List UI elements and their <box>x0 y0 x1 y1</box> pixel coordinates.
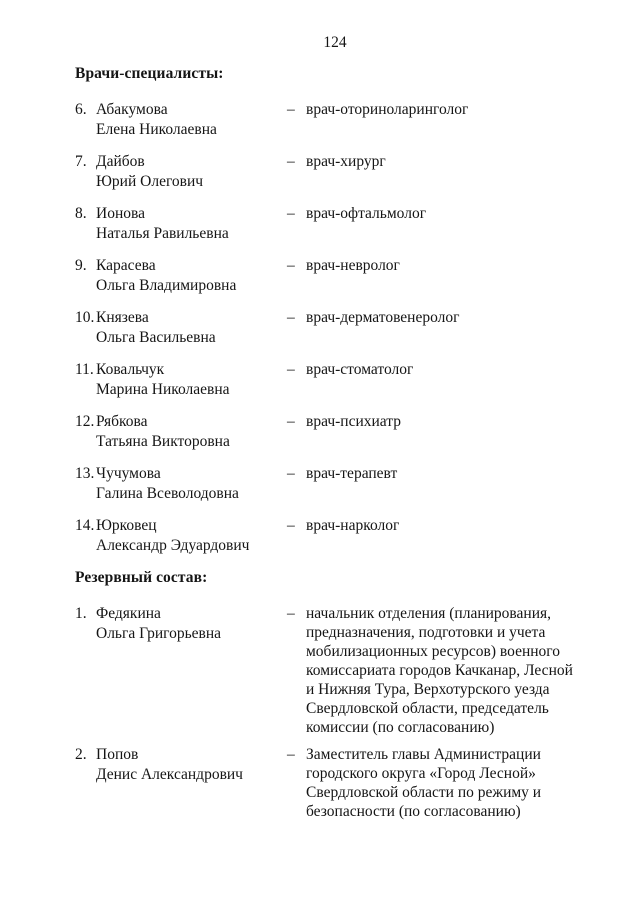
entry-surname: Князева <box>96 309 149 326</box>
dash-separator: – <box>287 465 295 482</box>
entry-name <box>96 308 287 348</box>
list-item <box>75 308 582 348</box>
entry-surname: Ковальчук <box>96 361 165 378</box>
entry-number: 7. <box>75 153 87 170</box>
list-item <box>75 412 582 452</box>
dash-separator: – <box>287 153 295 170</box>
list-item <box>75 745 582 821</box>
entry-given-names: Елена Николаевна <box>96 121 217 138</box>
entry-name <box>96 464 287 504</box>
entry-name <box>96 516 287 556</box>
dash-separator: – <box>287 413 295 430</box>
entry-given-names: Татьяна Викторовна <box>96 433 230 450</box>
entry-surname: Попов <box>96 746 139 763</box>
entry-role: врач-дерматовенеролог <box>306 309 460 326</box>
list-item <box>75 204 582 244</box>
section-heading-doctors: Врачи-специалисты: <box>75 65 224 82</box>
list-item <box>75 516 582 556</box>
entry-number: 12. <box>75 413 95 430</box>
entry-surname: Ионова <box>96 205 145 222</box>
entry-number: 1. <box>75 605 87 622</box>
page-number: 124 <box>323 34 347 51</box>
entry-number: 2. <box>75 746 87 763</box>
entry-number: 10. <box>75 309 95 326</box>
entry-surname: Федякина <box>96 605 161 622</box>
entry-role: врач-психиатр <box>306 413 401 430</box>
entry-given-names: Ольга Григорьевна <box>96 625 222 642</box>
entry-surname: Юрковец <box>96 517 157 534</box>
entry-number: 9. <box>75 257 87 274</box>
entry-name <box>96 360 287 400</box>
entry-name <box>96 100 287 140</box>
entry-given-names: Александр Эдуардович <box>96 537 250 554</box>
dash-separator: – <box>287 517 295 534</box>
dash-separator: – <box>287 101 295 118</box>
entry-given-names: Денис Александрович <box>96 766 243 783</box>
entry-role: врач-оториноларинголог <box>306 101 469 118</box>
entry-number: 8. <box>75 205 87 222</box>
list-item <box>75 100 582 140</box>
dash-separator: – <box>287 361 295 378</box>
entry-role: начальник отделения (планирования, предназначения, подготовки и учета мобилизационных ресурсов) военного комиссариата городов Качканар, Лесной и Нижняя Тура, Верхотурского уезда Свердловской области, председатель комиссии (по согласованию) <box>306 605 573 736</box>
section-heading-reserve: Резервный состав: <box>75 569 208 586</box>
entry-name <box>96 412 287 452</box>
entry-name <box>96 152 287 192</box>
entry-name <box>96 604 287 644</box>
entry-surname: Абакумова <box>96 101 168 118</box>
entry-number: 6. <box>75 101 87 118</box>
entry-name <box>96 204 287 244</box>
entry-given-names: Галина Всеволодовна <box>96 485 239 502</box>
entry-role: врач-нарколог <box>306 517 400 534</box>
dash-separator: – <box>287 605 295 622</box>
list-item <box>75 152 582 192</box>
entry-role: Заместитель главы Администрации городского округа «Город Лесной» Свердловской области по режиму и безопасности (по согласованию) <box>306 746 542 820</box>
dash-separator: – <box>287 205 295 222</box>
entry-role: врач-невролог <box>306 257 400 274</box>
entry-given-names: Юрий Олегович <box>96 173 204 190</box>
entry-given-names: Наталья Равильевна <box>96 225 229 242</box>
entry-given-names: Марина Николаевна <box>96 381 230 398</box>
entry-given-names: Ольга Владимировна <box>96 277 237 294</box>
dash-separator: – <box>287 257 295 274</box>
entry-role: врач-стоматолог <box>306 361 414 378</box>
entry-surname: Карасева <box>96 257 156 274</box>
entry-given-names: Ольга Васильевна <box>96 329 216 346</box>
entry-name <box>96 745 287 785</box>
entry-role: врач-офтальмолог <box>306 205 427 222</box>
entry-surname: Чучумова <box>96 465 161 482</box>
list-item <box>75 256 582 296</box>
entry-number: 14. <box>75 517 95 534</box>
list-item <box>75 360 582 400</box>
entry-surname: Дайбов <box>96 153 145 170</box>
dash-separator: – <box>287 746 295 763</box>
entry-role: врач-терапевт <box>306 465 398 482</box>
list-item <box>75 604 582 737</box>
dash-separator: – <box>287 309 295 326</box>
document-content <box>0 64 640 821</box>
entry-surname: Рябкова <box>96 413 148 430</box>
list-item <box>75 464 582 504</box>
entry-number: 11. <box>75 361 94 378</box>
entry-name <box>96 256 287 296</box>
entry-role: врач-хирург <box>306 153 386 170</box>
entry-number: 13. <box>75 465 95 482</box>
